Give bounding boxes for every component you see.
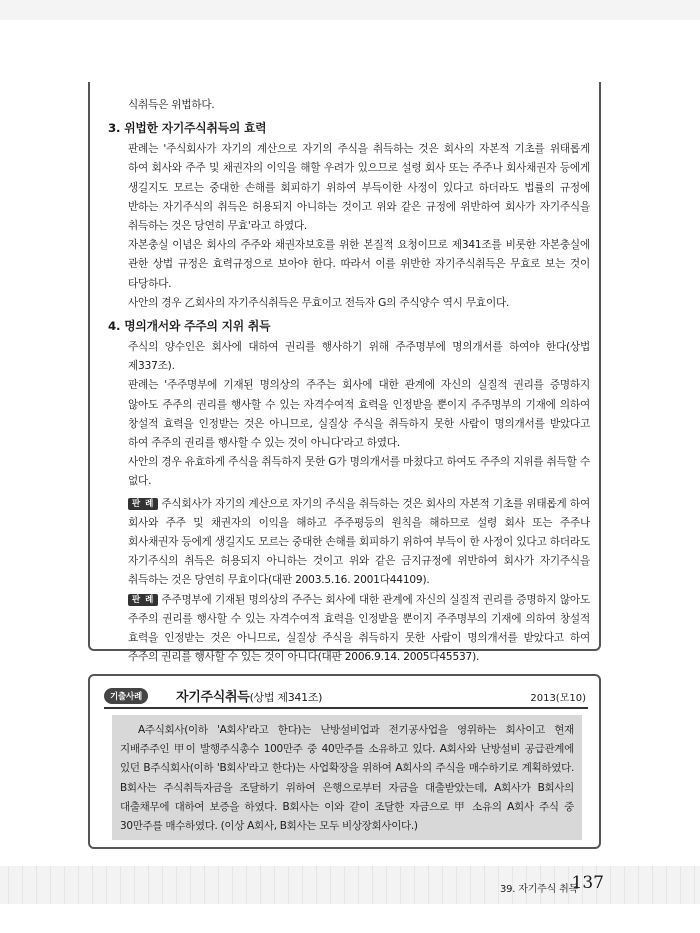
- exam-label: 기출사례: [104, 688, 148, 704]
- section4-para-2: 판례는 '주주명부에 기재된 명의상의 주주는 회사에 대한 관계에 자신의 실질적 권리를 증명하지 않아도 주주의 권리를 행사할 수 있는 자격수여적 효력을 인정받을 뿐이지 주주명부의 기재에 의하여 창설적 효력을 인정받는 것은 아니므로, 실질상 주식을 취득하지 못한 사람이 명의개서를 받았다고 하여 주주의 권리를 행사할 수 있는 것이 아니다'라고 하였다.: [128, 379, 590, 450]
- section4-para-1: 주식의 양수인은 회사에 대하여 권리를 행사하기 위해 주주명부에 명의개서를 하여야 한다(상법 제337조).: [128, 341, 590, 373]
- section3-para-1: 판례는 '주식회사가 자기의 계산으로 자기의 주식을 취득하는 것은 회사의 자본적 기초를 위태롭게 하여 회사와 주주 및 채권자의 이익을 해할 우려가 있으므로 설령 회사 또는 주주나 회사채권자 등에게 생길지도 모르는 중대한 손해를 회피하기 위하여 부득이한 사정이 있다고 하더라도 법률의 규정에 반하는 자기주식의 취득은 허용되지 아니하는 것이고 위와 같은 규정에 위반하여 회사가 자기주식을 취득하는 것은 당연히 무효'라고 하였다.: [128, 143, 590, 233]
- case-badge: 판 례: [128, 498, 158, 510]
- exam-title-sub: (상법 제341조): [249, 691, 323, 704]
- exam-header: [104, 685, 588, 709]
- case-2: [108, 591, 590, 668]
- case-1-text: 주식회사가 자기의 계산으로 자기의 주식을 취득하는 것은 회사의 자본적 기초를 위태롭게 하여 회사와 주주 및 채권자의 이익을 해하고 주주평등의 원칙을 해하므로 설령 회사 또는 주주나 회사채권자 등에게 생길지도 모르는 중대한 손해를 회피하기 위하여 부득이 한 사정이 있다고 하더라도 자기주식의 취득은 허용되지 아니하는 것이고 위와 같은 금지규정에 위반하여 회사가 자기주식을 취득하는 것은 당연히 무효이다(대판 2003.5.16. 2001다44109).: [128, 497, 590, 587]
- case-1: [108, 495, 590, 591]
- section3-para-3: 사안의 경우 乙회사의 자기주식취득은 무효이고 전득자 G의 주식양수 역시 무효이다.: [128, 296, 510, 309]
- page-number: 137: [571, 873, 604, 893]
- top-margin: [0, 0, 700, 20]
- section3-heading: 3. 위법한 자기주식취득의 효력: [108, 121, 267, 136]
- exam-title: [176, 686, 322, 705]
- footer-chapter: 39. 자기주식 취득: [499, 884, 578, 895]
- answer-content: [108, 96, 590, 667]
- case-2-text: 주주명부에 기재된 명의상의 주주는 회사에 대한 관계에 자신의 실질적 권리를 증명하지 않아도 주주의 권리를 행사할 수 있는 자격수여적 효력을 인정받을 뿐이지 주주명부의 기재에 의하여 창설적 효력을 인정받는 것은 아니므로, 실질상 주식을 취득하지 못한 사람이 명의개서를 받았다고 하여 주주의 권리를 행사할 수 있는 것이 아니다(대판 2006.9.14. 2005다45537).: [128, 593, 590, 664]
- section4-heading: 4. 명의개서와 주주의 지위 취득: [108, 319, 271, 334]
- case-badge: 판 례: [128, 594, 158, 606]
- exam-title-main: 자기주식취득: [176, 690, 250, 705]
- exam-case-text: A주식회사(이하 'A회사'라고 한다)는 난방설비업과 전기공사업을 영위하는 회사이고 현재 지배주주인 甲이 발행주식총수 100만주 중 40만주를 소유하고 있다. A회사와 난방설비 공급관계에 있던 B주식회사(이하 'B회사'라고 한다)는 사업확장을 위하여 A회사의 주식을 매수하기로 계획하였다. B회사는 주식취득자금을 조달하기 위하여 은행으로부터 자금을 대출받았는데, A회사가 B회사의 대출채무에 대하여 보증을 하였다. B회사는 이와 같이 조달한 자금으로 甲 소유의 A회사 주식 중 30만주를 매수하였다. (이상 A회사, B회사는 모두 비상장회사이다.): [120, 724, 574, 833]
- exam-year: 2013(모10): [530, 693, 586, 704]
- exam-case-box: [112, 715, 582, 840]
- intro-line: 식취득은 위법하다.: [128, 99, 215, 111]
- section3-para-2: 자본충실 이념은 회사의 주주와 채권자보호를 위한 본질적 요청이므로 제341조를 비롯한 자본충실에 관한 상법 규정은 효력규정으로 보아야 한다. 따라서 이를 위반한 자기주식취득은 무효로 보는 것이 타당하다.: [128, 239, 590, 290]
- section4-para-3: 사안의 경우 유효하게 주식을 취득하지 못한 G가 명의개서를 마쳤다고 하여도 주주의 지위를 취득할 수 없다.: [128, 456, 590, 488]
